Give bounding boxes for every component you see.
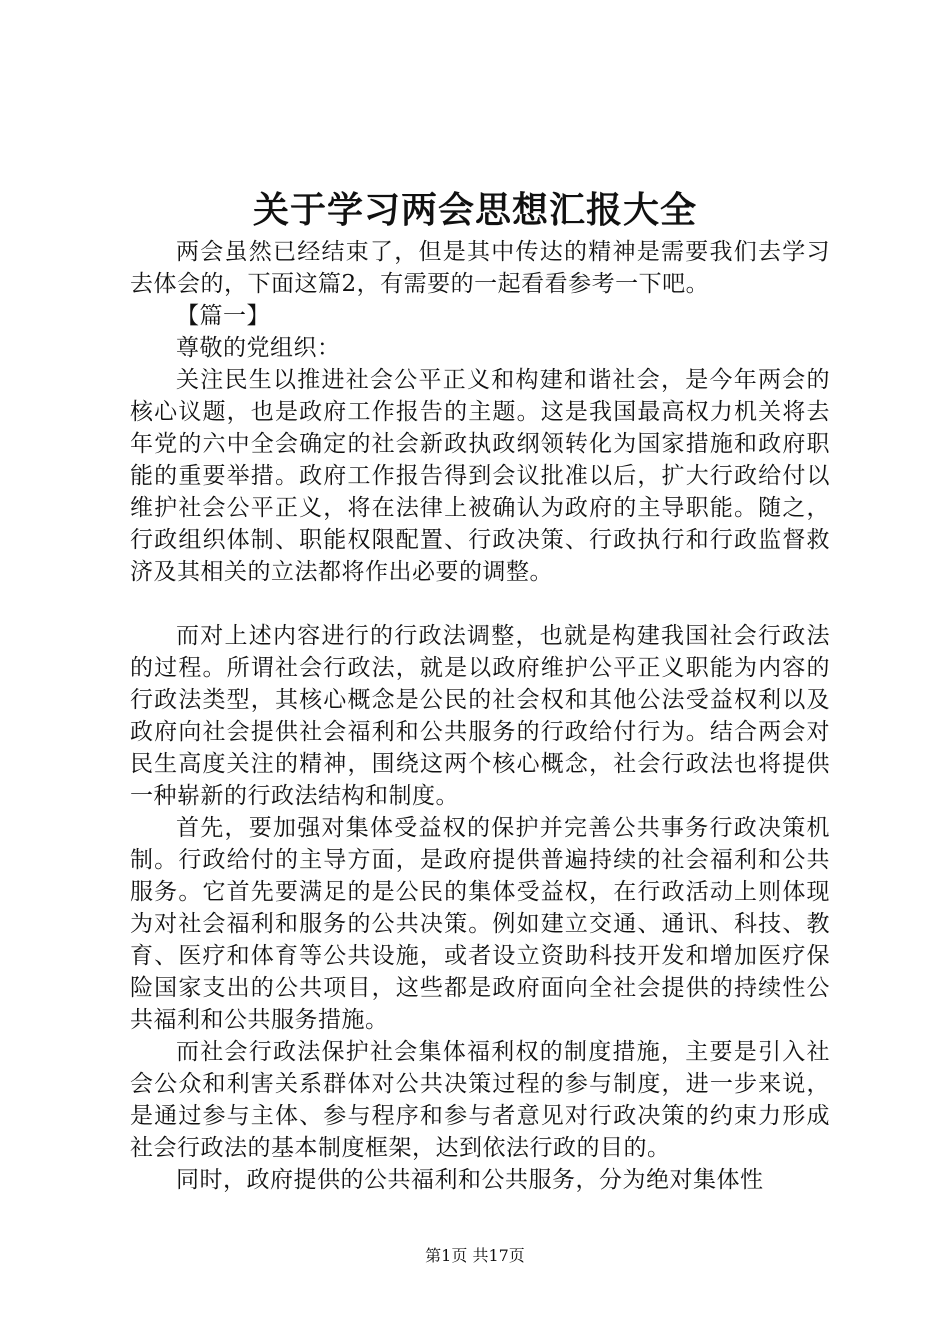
paragraph: 关注民生以推进社会公平正义和构建和谐社会，是今年两会的核心议题，也是政府工作报告的主题。这是我国最高权力机关将去年党的六中全会确定的社会新政执政纲领转化为国家措施和政府职能的重要举措。政府工作报告得到会议批准以后，扩大行政给付以维护社会公平正义，将在法律上被确认为政府的主导职能。随之，行政组织体制、职能权限配置、行政决策、行政执行和行政监督救济及其相关的立法都将作出必要的调整。 (130, 367, 830, 585)
page-footer: 第1页 共17页 (425, 1246, 525, 1265)
salutation: 尊敬的党组织： (176, 335, 341, 361)
document-body (130, 236, 830, 1196)
paragraph: 而对上述内容进行的行政法调整，也就是构建我国社会行政法的过程。所谓社会行政法，就是以政府维护公平正义职能为内容的行政法类型，其核心概念是公民的社会权和其他公法受益权利以及政府向社会提供社会福利和公共服务的行政给付行为。结合两会对民生高度关注的精神，围绕这两个核心概念，社会行政法也将提供一种崭新的行政法结构和制度。 (130, 623, 830, 809)
paragraph: 而社会行政法保护社会集体福利权的制度措施，主要是引入社会公众和利害关系群体对公共决策过程的参与制度，进一步来说，是通过参与主体、参与程序和参与者意见对行政决策的约束力形成社会行政法的基本制度框架，达到依法行政的目的。 (130, 1039, 830, 1161)
paragraph: 首先，要加强对集体受益权的保护并完善公共事务行政决策机制。行政给付的主导方面，是政府提供普遍持续的社会福利和公共服务。它首先要满足的是公民的集体受益权，在行政活动上则体现为对社会福利和服务的公共决策。例如建立交通、通讯、科技、教育、医疗和体育等公共设施，或者设立资助科技开发和增加医疗保险国家支出的公共项目，这些都是政府面向全社会提供的持续性公共福利和公共服务措施。 (130, 815, 830, 1033)
section-heading: 【篇一】 (176, 303, 270, 329)
document-title: 关于学习两会思想汇报大全 (252, 189, 697, 231)
paragraph: 同时，政府提供的公共福利和公共服务，分为绝对集体性 (176, 1167, 764, 1193)
paragraph-intro: 两会虽然已经结束了，但是其中传达的精神是需要我们去学习去体会的，下面这篇2，有需要的一起看看参考一下吧。 (130, 239, 830, 297)
